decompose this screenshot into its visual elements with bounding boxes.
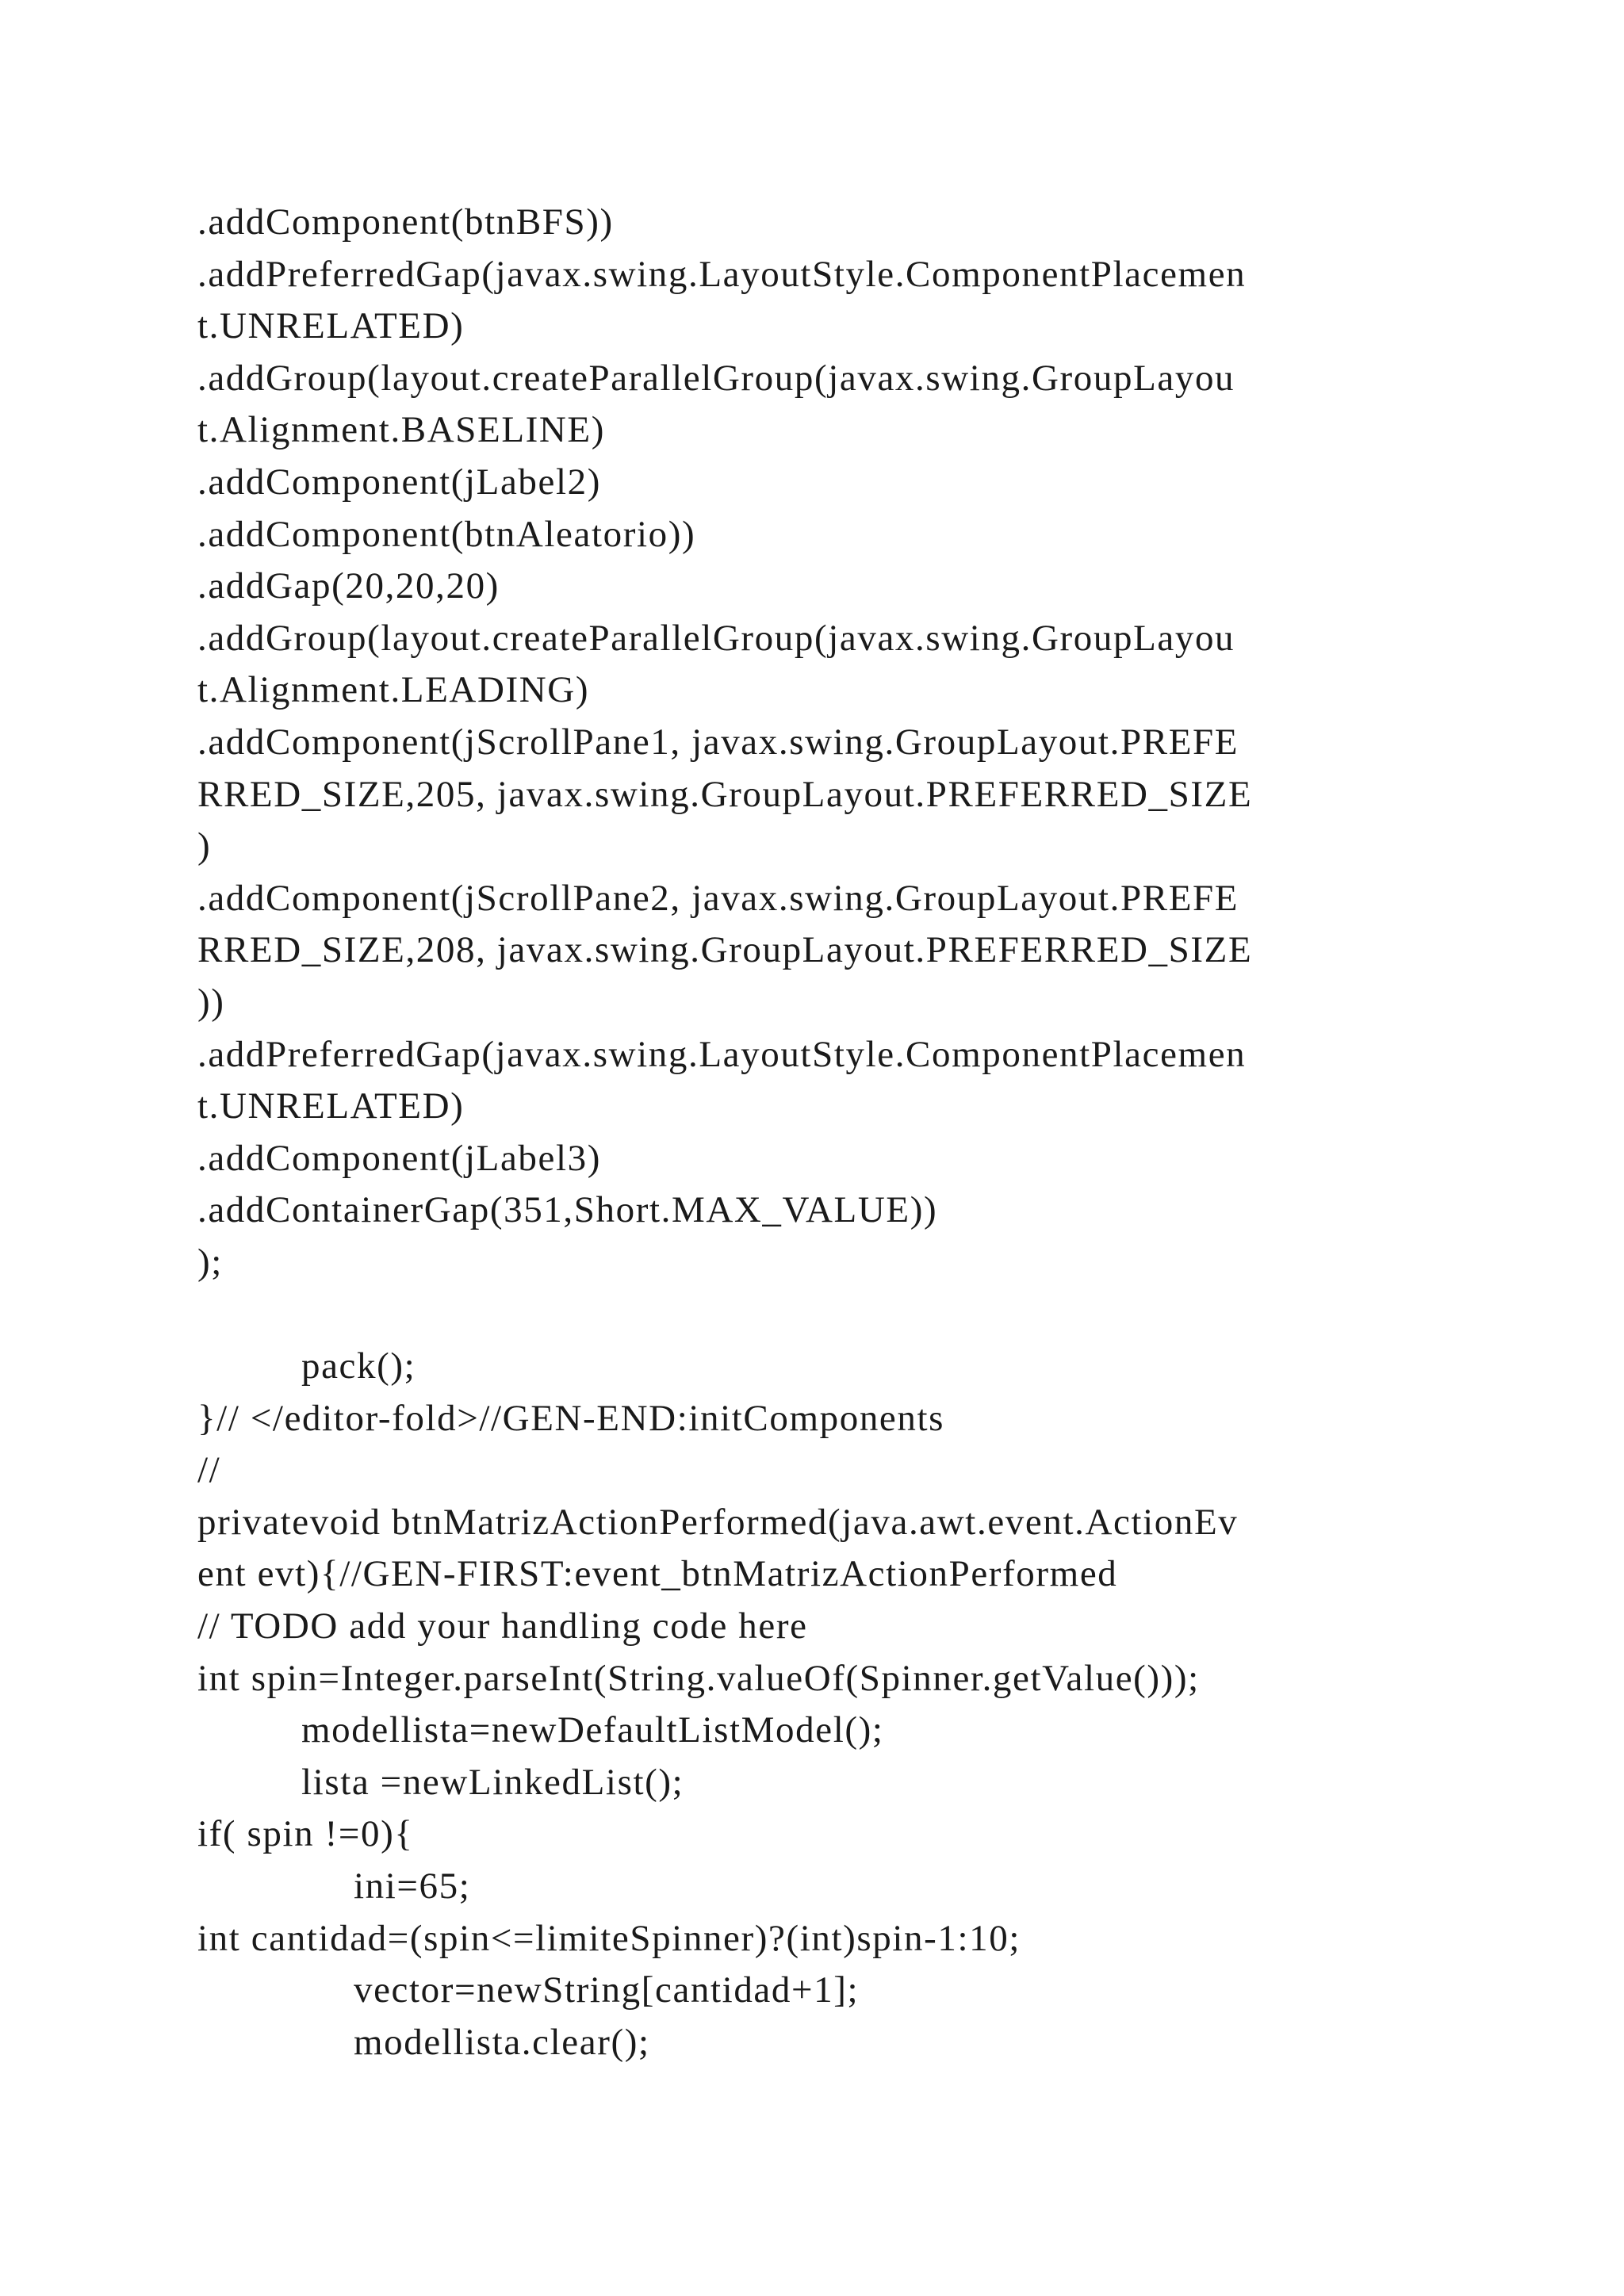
code-line: .addPreferredGap(javax.swing.LayoutStyle.ComponentPlacemen [197,1033,1247,1075]
code-line: }// </editor-fold>//GEN-END:initComponents [197,1397,945,1439]
code-line: .addComponent(jScrollPane2, javax.swing.GroupLayout.PREFE [197,877,1239,919]
code-line: .addComponent(btnBFS)) [197,201,614,243]
code-line: if( spin !=0){ [197,1813,414,1855]
code-line: ini=65; [354,1866,471,1907]
code-line: modellista=newDefaultListModel(); [301,1709,884,1751]
code-line: .addContainerGap(351,Short.MAX_VALUE)) [197,1189,938,1231]
code-line: pack(); [301,1345,416,1387]
code-line: .addGroup(layout.createParallelGroup(javax.swing.GroupLayou [197,357,1235,399]
code-listing [197,197,1434,2068]
code-line: RRED_SIZE,208, javax.swing.GroupLayout.PREFERRED_SIZE [197,929,1253,971]
code-line: .addComponent(btnAleatorio)) [197,513,696,555]
code-line: // [197,1449,221,1491]
code-line: int cantidad=(spin<=limiteSpinner)?(int)spin-1:10; [197,1917,1021,1959]
code-line: ent evt){//GEN-FIRST:event_btnMatrizActionPerformed [197,1553,1118,1595]
code-line: ); [197,1241,223,1283]
code-line: ) [197,825,212,867]
code-line: )) [197,981,225,1023]
code-line: .addGap(20,20,20) [197,565,500,607]
code-line: t.UNRELATED) [197,1085,465,1127]
code-line: .addComponent(jLabel2) [197,461,601,503]
blank-line [197,1288,1434,1341]
code-line: lista =newLinkedList(); [301,1761,684,1803]
code-line: privatevoid btnMatrizActionPerformed(java.awt.event.ActionEv [197,1501,1239,1543]
code-line: .addPreferredGap(javax.swing.LayoutStyle.ComponentPlacemen [197,253,1247,295]
code-line: t.Alignment.BASELINE) [197,409,605,451]
code-line: vector=newString[cantidad+1]; [354,1969,860,2011]
code-line: .addComponent(jScrollPane1, javax.swing.GroupLayout.PREFE [197,721,1239,763]
code-line: .addGroup(layout.createParallelGroup(javax.swing.GroupLayou [197,617,1235,659]
code-line: RRED_SIZE,205, javax.swing.GroupLayout.PREFERRED_SIZE [197,773,1253,815]
code-line: // TODO add your handling code here [197,1605,808,1647]
code-line: modellista.clear(); [354,2021,650,2063]
code-line: int spin=Integer.parseInt(String.valueOf(Spinner.getValue())); [197,1657,1200,1699]
code-line: .addComponent(jLabel3) [197,1137,601,1179]
code-line: t.Alignment.LEADING) [197,669,590,711]
code-line: t.UNRELATED) [197,305,465,347]
